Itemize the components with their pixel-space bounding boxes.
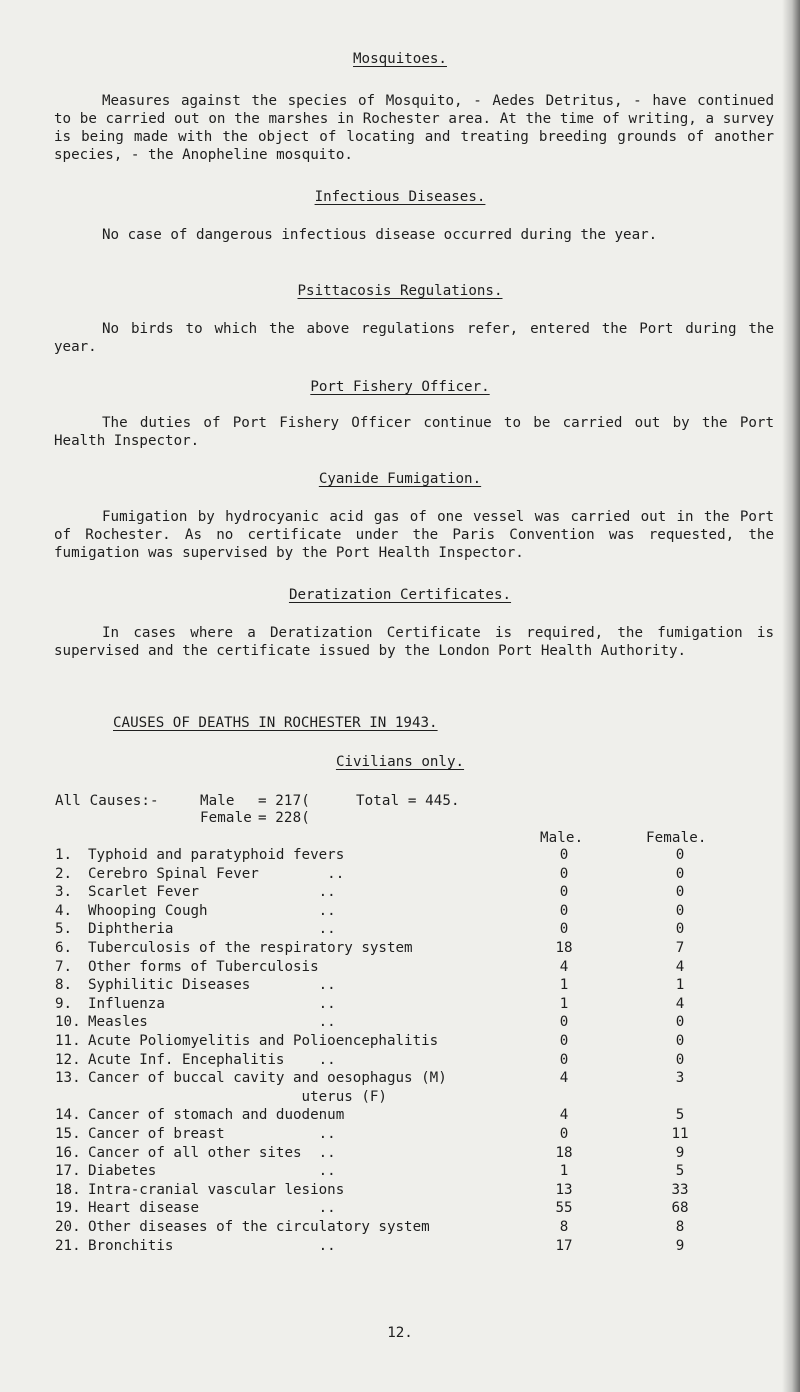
row-male-count: 17 — [555, 1237, 573, 1254]
row-male-count: 0 — [559, 1014, 569, 1031]
row-male-count: 4 — [559, 1107, 569, 1124]
cyanide-paragraph: Fumigation by hydrocyanic acid gas of one vessel was carried out in the Port of Rochester. As no certificate under the Paris Convention was requested, the fumigation was supervised by the Port Health Inspector. — [54, 509, 774, 561]
row-male-count: 8 — [559, 1219, 569, 1235]
row-male-count: 0 — [559, 1033, 569, 1049]
row-cause: Typhoid and paratyphoid fevers — [88, 847, 345, 863]
row-number: 19. — [55, 1200, 81, 1217]
row-cause: Diphtheria .. — [88, 921, 336, 938]
row-number: 8. — [55, 977, 73, 994]
cyanide-heading: Cyanide Fumigation. — [318, 471, 482, 487]
psittacosis-paragraph: No birds to which the above regulations refer, entered the Port during the year. — [54, 321, 774, 355]
row-female-count: 68 — [671, 1200, 689, 1217]
female-total-label: Female — [200, 810, 252, 826]
row-cause: Scarlet Fever .. — [88, 884, 336, 901]
infectious-paragraph: No case of dangerous infectious disease occurred during the year. — [102, 227, 658, 243]
row-cause: Other forms of Tuberculosis — [88, 958, 319, 975]
row-number: 12. — [55, 1051, 81, 1068]
scan-edge-shadow — [782, 0, 800, 1392]
row-female-count: 1 — [675, 977, 685, 994]
col-female-header: Female. — [646, 830, 707, 846]
row-number: 17. — [55, 1163, 81, 1180]
row-cause: Heart disease .. — [88, 1200, 336, 1217]
row-female-count: 4 — [675, 958, 685, 975]
row-cause: Other diseases of the circulatory system — [88, 1219, 430, 1235]
row-number: 7. — [55, 958, 73, 975]
row-male-count: 0 — [559, 847, 569, 863]
col-male-header: Male. — [540, 830, 584, 846]
row-number: 15. — [55, 1126, 81, 1142]
row-female-count: 11 — [671, 1126, 689, 1142]
row-cause: Syphilitic Diseases .. — [88, 977, 336, 994]
fishery-paragraph: The duties of Port Fishery Officer continue to be carried out by the Port Health Inspector. — [54, 415, 774, 449]
row-male-count: 18 — [555, 940, 573, 956]
row-cause: Cancer of breast .. — [88, 1126, 336, 1142]
mosquitoes-paragraph: Measures against the species of Mosquito, - Aedes Detritus, - have continued to be carried out on the marshes in Rochester area. At the time of writing, a survey is being made with the object of locating and treating breeding grounds of another species, - the Anopheline mosquito. — [54, 93, 774, 163]
row-male-count: 0 — [559, 902, 569, 919]
row-cause: Cerebro Spinal Fever .. — [88, 865, 345, 882]
mosquitoes-heading: Mosquitoes. — [353, 51, 447, 67]
all-causes-label: All Causes:- — [55, 793, 159, 809]
infectious-heading: Infectious Diseases. — [314, 189, 486, 205]
row-number: 16. — [55, 1144, 81, 1161]
row-number: 2. — [55, 865, 73, 882]
row-female-count: 9 — [675, 1144, 685, 1161]
row-male-count: 0 — [559, 1051, 569, 1068]
row-male-count: 0 — [559, 1126, 569, 1142]
row-female-count: 0 — [675, 1033, 685, 1049]
row-cause: Tuberculosis of the respiratory system — [88, 940, 413, 956]
row-number: 6. — [55, 940, 73, 956]
row-female-count: 5 — [675, 1163, 685, 1180]
row-cause: Acute Inf. Encephalitis .. — [88, 1051, 336, 1068]
row-cause: Cancer of buccal cavity and oesophagus (M) — [88, 1070, 447, 1087]
row-number: 10. — [55, 1014, 81, 1031]
row-male-count: 0 — [559, 921, 569, 938]
row-female-count: 7 — [675, 940, 685, 956]
row-female-count: 33 — [671, 1181, 689, 1198]
row-female-count: 0 — [675, 1014, 685, 1031]
row-cause: Cancer of all other sites .. — [88, 1144, 336, 1161]
row-male-count: 1 — [559, 1163, 569, 1180]
deaths-table-title: CAUSES OF DEATHS IN ROCHESTER IN 1943. — [113, 715, 438, 731]
male-total-value: = 217( — [258, 793, 310, 809]
row-number: 18. — [55, 1181, 81, 1198]
row-male-count: 1 — [559, 977, 569, 994]
female-total-value: = 228( — [258, 810, 310, 826]
row-female-count: 0 — [675, 865, 685, 882]
row-male-count: 18 — [555, 1144, 573, 1161]
row-cause: Whooping Cough .. — [88, 902, 336, 919]
row-female-count: 0 — [675, 902, 685, 919]
row-female-count: 5 — [675, 1107, 685, 1124]
psittacosis-heading: Psittacosis Regulations. — [297, 283, 503, 299]
row-cause: uterus (F) — [88, 1088, 387, 1105]
row-male-count: 55 — [555, 1200, 573, 1217]
row-number: 9. — [55, 995, 73, 1012]
row-number: 11. — [55, 1033, 81, 1049]
row-cause: Influenza .. — [88, 995, 336, 1012]
row-cause: Diabetes .. — [88, 1163, 336, 1180]
row-female-count: 0 — [675, 1051, 685, 1068]
row-male-count: 4 — [559, 958, 569, 975]
row-male-count: 13 — [555, 1181, 573, 1198]
deratization-paragraph: In cases where a Deratization Certificate is required, the fumigation is supervised and the certificate issued by the London Port Health Authority. — [54, 625, 774, 659]
row-female-count: 3 — [675, 1070, 685, 1087]
row-male-count: 4 — [559, 1070, 569, 1087]
row-male-count: 1 — [559, 995, 569, 1012]
row-cause: Cancer of stomach and duodenum — [88, 1107, 345, 1124]
row-cause: Bronchitis .. — [88, 1237, 336, 1254]
row-number: 4. — [55, 902, 73, 919]
row-female-count: 0 — [675, 884, 685, 901]
row-male-count: 0 — [559, 884, 569, 901]
row-number: 21. — [55, 1237, 81, 1254]
row-cause: Measles .. — [88, 1014, 336, 1031]
row-number: 13. — [55, 1070, 81, 1087]
deratization-heading: Deratization Certificates. — [288, 587, 512, 603]
row-female-count: 4 — [675, 995, 685, 1012]
row-female-count: 0 — [675, 921, 685, 938]
deaths-table-subtitle: Civilians only. — [335, 754, 465, 770]
fishery-heading: Port Fishery Officer. — [310, 379, 490, 395]
row-cause: Acute Poliomyelitis and Polioencephalitis — [88, 1033, 439, 1049]
row-female-count: 8 — [675, 1219, 685, 1235]
row-number: 3. — [55, 884, 73, 901]
row-male-count: 0 — [559, 865, 569, 882]
male-total-label: Male — [200, 793, 235, 809]
row-female-count: 0 — [675, 847, 685, 863]
row-number: 5. — [55, 921, 73, 938]
page-number: 12. — [387, 1325, 413, 1341]
row-number: 14. — [55, 1107, 81, 1124]
row-number: 20. — [55, 1219, 81, 1235]
grand-total: Total = 445. — [356, 793, 460, 809]
row-female-count: 9 — [675, 1237, 685, 1254]
row-number: 1. — [55, 847, 73, 863]
row-cause: Intra-cranial vascular lesions — [88, 1181, 345, 1198]
